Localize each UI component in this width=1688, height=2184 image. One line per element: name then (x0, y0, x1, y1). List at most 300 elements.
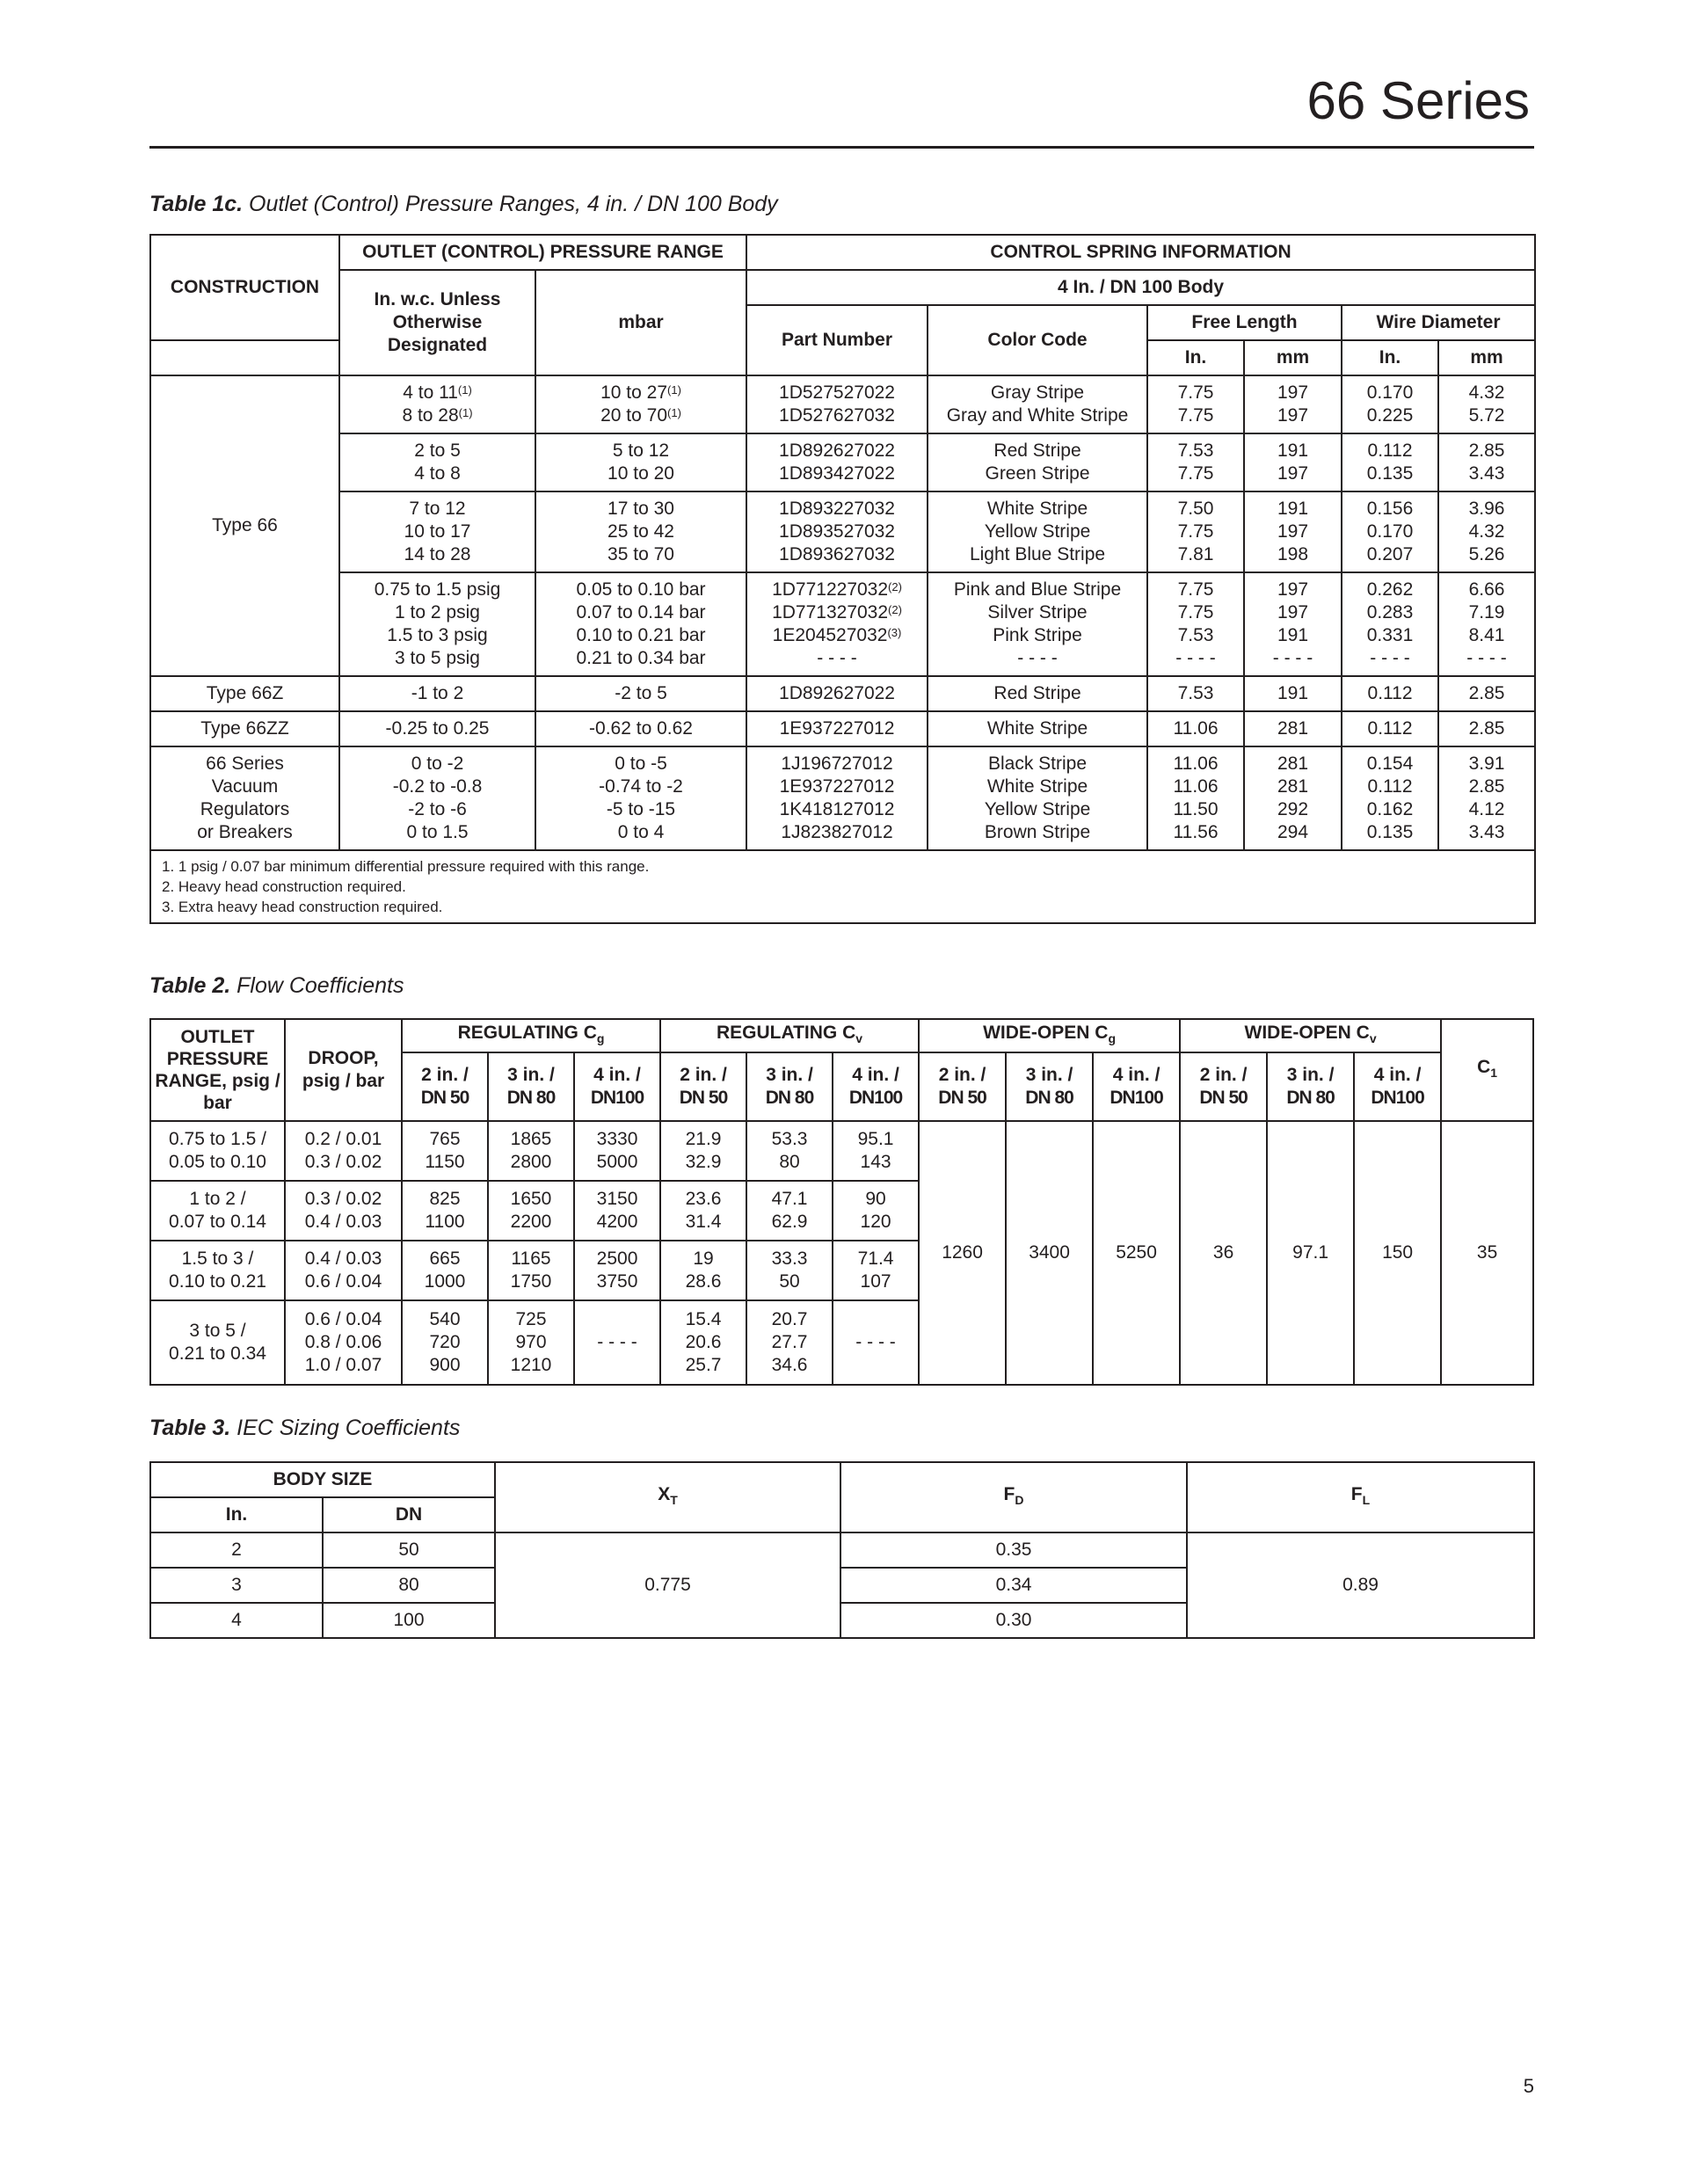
cell-value: 1E204527032 (772, 625, 888, 645)
cell-line: 0.4 / 0.03 (304, 1212, 382, 1232)
free-length-in-cell (1147, 375, 1244, 433)
dn-label: DN100 (590, 1088, 644, 1108)
cell-value: 0.135 (1366, 822, 1414, 842)
size-header (660, 1052, 746, 1121)
cell-line (932, 404, 1143, 427)
cell-line (932, 821, 1143, 844)
cell-line (344, 404, 531, 427)
cell-value: 0.156 (1366, 499, 1414, 519)
free-length-mm-cell (1244, 746, 1342, 850)
cell-line (1346, 579, 1434, 601)
table-row (150, 1532, 1534, 1568)
cell-value: 197 (1277, 405, 1309, 426)
size-header (833, 1052, 919, 1121)
cell-line (1346, 601, 1434, 624)
size-label: 2 in. / (680, 1065, 727, 1085)
cell-line (1248, 543, 1337, 566)
cell-line: 1.0 / 0.07 (304, 1355, 382, 1375)
cell-value: - - - - (1466, 648, 1507, 668)
color-code-cell (928, 746, 1147, 850)
cell-line (344, 682, 531, 705)
cell-value: -5 to -15 (606, 799, 676, 819)
droop-cell (285, 1241, 402, 1300)
cell-value: 11.06 (1173, 753, 1219, 774)
cell-line (1443, 647, 1531, 670)
cell-value: -1 to 2 (411, 683, 464, 703)
dn-label: DN 80 (765, 1088, 814, 1108)
cell-value: 0.05 to 0.10 bar (576, 579, 706, 600)
table1-notes (150, 850, 1535, 923)
regulating-cg-cell (402, 1121, 488, 1181)
cell-line (1152, 462, 1240, 485)
regulating-cv-cell (660, 1241, 746, 1300)
cell-value: 4.32 (1468, 382, 1505, 403)
cell-line (1443, 440, 1531, 462)
cell-value: Yellow Stripe (984, 799, 1091, 819)
regulating-cv-cell (833, 1241, 919, 1300)
cell-value: 4 to 11 (403, 382, 458, 403)
cell-line: 19 (693, 1249, 714, 1269)
cell-line: 31.4 (685, 1212, 722, 1232)
note: 1. 1 psig / 0.07 bar minimum differential pressure required with this range. (162, 858, 650, 875)
cell-line (1443, 579, 1531, 601)
cell-line: 50 (779, 1271, 800, 1292)
cell-value: 191 (1277, 625, 1309, 645)
cell-value: 0.10 to 0.21 bar (576, 625, 706, 645)
cell-line (751, 682, 923, 705)
page-header-title: 66 Series (1306, 71, 1530, 130)
free-length-mm-header: mm (1244, 340, 1342, 375)
size-header (919, 1052, 1006, 1121)
regulating-cg-cell (488, 1181, 574, 1241)
cell-value: 20 to 70 (600, 405, 668, 426)
cell-line: 90 (865, 1189, 886, 1209)
size-header (1354, 1052, 1441, 1121)
cell-line (540, 579, 742, 601)
cell-line (1248, 521, 1337, 543)
cell-line (932, 521, 1143, 543)
cell-value: 1K418127012 (779, 799, 895, 819)
cell-value: 11.06 (1173, 718, 1219, 739)
regulating-cg-cell (402, 1241, 488, 1300)
free-length-in-cell (1147, 676, 1244, 711)
cell-value: Red Stripe (993, 683, 1081, 703)
size-header (488, 1052, 574, 1121)
mbar-cell (535, 572, 746, 676)
cell-value: 292 (1277, 799, 1309, 819)
c1-header: $C_1$ (1441, 1019, 1533, 1121)
body-header: 4 In. / DN 100 Body (746, 270, 1535, 305)
cell-line (1248, 775, 1337, 798)
outlet-pressure-ranges-table (149, 234, 1536, 924)
construction-line: 66 Series (206, 753, 284, 774)
cell-line (751, 440, 923, 462)
part-number-cell (746, 491, 928, 572)
spring-info-header: CONTROL SPRING INFORMATION (746, 235, 1535, 270)
cell-line (1152, 798, 1240, 821)
wire-diameter-mm-cell (1438, 676, 1535, 711)
cell-value: 2 to 5 (414, 440, 461, 461)
regulating-cg-cell (488, 1121, 574, 1181)
cell-value: 35 to 70 (608, 544, 674, 564)
dn-label: DN 80 (1025, 1088, 1073, 1108)
cell-value: 0 to -2 (411, 753, 464, 774)
cell-value: -2 to 5 (615, 683, 667, 703)
cell-line (344, 624, 531, 647)
cell-line (751, 462, 923, 485)
cell-line: 765 (429, 1129, 461, 1149)
cell-value: 0.135 (1366, 463, 1414, 484)
cell-line (1346, 682, 1434, 705)
cell-line (1443, 498, 1531, 521)
cell-value: 7.53 (1177, 440, 1214, 461)
size-header (1267, 1052, 1354, 1121)
iec-sizing-coefficients-table (149, 1461, 1535, 1639)
cell-line (1443, 543, 1531, 566)
cell-line: 120 (860, 1212, 891, 1232)
cell-line (1443, 682, 1531, 705)
cell-line: 62.9 (771, 1212, 808, 1232)
cell-line (1248, 404, 1337, 427)
construction-line: Regulators (200, 799, 290, 819)
wire-diameter-mm-cell (1438, 375, 1535, 433)
dn-label: DN 50 (679, 1088, 728, 1108)
cell-line (344, 543, 531, 566)
cell-line (1248, 798, 1337, 821)
inwc-header: In. w.c. Unless Otherwise Designated (339, 270, 535, 375)
cell-value: 281 (1277, 718, 1309, 739)
cell-line: 5000 (596, 1152, 638, 1172)
table-row (150, 572, 1535, 676)
cell-line (932, 498, 1143, 521)
cell-line: 900 (429, 1355, 461, 1375)
free-length-in-cell (1147, 711, 1244, 746)
size-header (1180, 1052, 1267, 1121)
table-row (150, 1121, 1533, 1181)
cell-line: 0.6 / 0.04 (304, 1309, 382, 1329)
color-code-cell (928, 375, 1147, 433)
cell-line: 0.8 / 0.06 (304, 1332, 382, 1352)
cell-value: Yellow Stripe (984, 521, 1091, 542)
outlet-range-cell (150, 1241, 285, 1300)
wide-open-cg-cell: 1260 (919, 1121, 1006, 1385)
size-in-header: In. (150, 1497, 323, 1532)
cell-line (540, 521, 742, 543)
color-code-cell (928, 676, 1147, 711)
outlet-range-cell (150, 1181, 285, 1241)
cell-line (1152, 647, 1240, 670)
outlet-range-cell (339, 491, 535, 572)
page-number: 5 (1523, 2075, 1534, 2097)
wire-diameter-in-cell (1342, 433, 1438, 491)
cell-line (1443, 775, 1531, 798)
table-row (150, 746, 1535, 850)
cell-line (540, 382, 742, 404)
regulating-cv-cell (746, 1241, 833, 1300)
cell-line: 4200 (596, 1212, 638, 1232)
color-code-header: Color Code (928, 305, 1147, 375)
cell-line (344, 579, 531, 601)
cell-line (1248, 579, 1337, 601)
cell-value: 0.170 (1366, 521, 1414, 542)
cell-line (932, 579, 1143, 601)
droop-cell (285, 1300, 402, 1385)
cell-value: White Stripe (986, 718, 1088, 739)
cell-line: 3150 (596, 1189, 638, 1209)
cell-value: 7.75 (1177, 602, 1214, 622)
cell-line (932, 753, 1143, 775)
dn-label: DN 50 (420, 1088, 469, 1108)
cell-value: 3.91 (1468, 753, 1505, 774)
cell-line (1346, 462, 1434, 485)
cell-value: 1E937227012 (779, 718, 895, 739)
cell-line: 825 (429, 1189, 461, 1209)
construction-cell: Type 66ZZ (150, 711, 339, 746)
cell-value: 3.43 (1468, 822, 1505, 842)
cell-value: 1D771327032 (772, 602, 889, 622)
cell-line: 15.4 (685, 1309, 722, 1329)
cell-value: Green Stripe (985, 463, 1090, 484)
free-length-mm-cell (1244, 491, 1342, 572)
cell-line: 0.21 to 0.34 (169, 1343, 266, 1364)
mbar-cell (535, 491, 746, 572)
cell-line (932, 440, 1143, 462)
regulating-cv-header: REGULATING $C_v$ (660, 1019, 919, 1052)
size-in-cell: 4 (150, 1603, 323, 1638)
cell-line (540, 775, 742, 798)
cell-line (1152, 821, 1240, 844)
cell-value: 1D893227032 (779, 499, 895, 519)
wide-open-cv-cell: 97.1 (1267, 1121, 1354, 1385)
cell-value: 6.66 (1468, 579, 1505, 600)
cell-line (1443, 601, 1531, 624)
regulating-cv-cell (746, 1121, 833, 1181)
cell-line: 0.6 / 0.04 (304, 1271, 382, 1292)
cell-value: 10 to 17 (404, 521, 471, 542)
cell-value: White Stripe (986, 499, 1088, 519)
part-number-header: Part Number (746, 305, 928, 375)
cell-value: 197 (1277, 463, 1309, 484)
table-row (150, 711, 1535, 746)
cell-line (344, 798, 531, 821)
cell-line: 0.05 to 0.10 (169, 1152, 266, 1172)
size-label: 3 in. / (766, 1065, 813, 1085)
cell-line (932, 647, 1143, 670)
cell-value: 1.5 to 3 psig (387, 625, 488, 645)
cell-line (751, 775, 923, 798)
cell-line (540, 798, 742, 821)
cell-value: Gray and White Stripe (946, 405, 1129, 426)
cell-line: 71.4 (857, 1249, 894, 1269)
cell-line (540, 717, 742, 740)
cell-value: 1D892627022 (779, 440, 895, 461)
size-label: 2 in. / (421, 1065, 469, 1085)
cell-value: Brown Stripe (984, 822, 1091, 842)
cell-line (540, 601, 742, 624)
size-label: 3 in. / (507, 1065, 555, 1085)
wire-diameter-mm-cell (1438, 433, 1535, 491)
cell-value: 197 (1277, 579, 1309, 600)
table-row (150, 433, 1535, 491)
outlet-range-cell (150, 1121, 285, 1181)
droop-cell (285, 1121, 402, 1181)
color-code-cell (928, 711, 1147, 746)
cell-line (1248, 682, 1337, 705)
cell-line (1152, 775, 1240, 798)
cell-line: 1865 (510, 1129, 552, 1149)
cell-line (1152, 498, 1240, 521)
cell-line: 0.3 / 0.02 (304, 1152, 382, 1172)
dn-label: DN100 (1110, 1088, 1163, 1108)
cell-value: 11.06 (1173, 776, 1219, 797)
cell-line (751, 382, 923, 404)
wire-diameter-in-cell (1342, 746, 1438, 850)
cell-line: 107 (860, 1271, 891, 1292)
cell-value: 197 (1277, 602, 1309, 622)
flow-coefficients-table (149, 1018, 1534, 1386)
wide-open-cv-cell: 36 (1180, 1121, 1267, 1385)
cell-line (1346, 543, 1434, 566)
footnote-ref: (2) (888, 580, 902, 593)
cell-line (540, 498, 742, 521)
outlet-range-header: OUTLET PRESSURE RANGE, psig / bar (150, 1019, 285, 1121)
size-label: 4 in. / (593, 1065, 641, 1085)
cell-line (932, 775, 1143, 798)
free-length-mm-cell (1244, 433, 1342, 491)
cell-value: - - - - (1370, 648, 1410, 668)
cell-line (344, 775, 531, 798)
cell-line: 3 to 5 / (189, 1321, 246, 1341)
cell-line: 20.6 (685, 1332, 722, 1352)
color-code-cell (928, 572, 1147, 676)
wire-diameter-mm-cell (1438, 746, 1535, 850)
cell-value: 7.19 (1468, 602, 1505, 622)
cell-line (1152, 440, 1240, 462)
cell-line (1248, 717, 1337, 740)
size-in-cell: 3 (150, 1568, 323, 1603)
xt-cell: 0.775 (495, 1532, 840, 1638)
free-length-in-cell (1147, 433, 1244, 491)
mbar-cell (535, 746, 746, 850)
cell-value: 8.41 (1468, 625, 1505, 645)
free-length-in-header: In. (1147, 340, 1244, 375)
dn-label: DN 50 (938, 1088, 986, 1108)
cell-line (540, 647, 742, 670)
cell-value: 0 to 4 (617, 822, 665, 842)
cell-line (1248, 753, 1337, 775)
cell-line (751, 543, 923, 566)
free-length-mm-cell (1244, 572, 1342, 676)
cell-line: 0.10 to 0.21 (169, 1271, 266, 1292)
table3-caption: Table 3. IEC Sizing Coefficients (149, 1416, 461, 1440)
cell-value: 1 to 2 psig (395, 602, 480, 622)
dn-label: DN 80 (506, 1088, 556, 1108)
cell-line: 34.6 (771, 1355, 808, 1375)
size-label: 3 in. / (1286, 1065, 1335, 1085)
cell-value: Light Blue Stripe (969, 544, 1106, 564)
cell-line: 27.7 (771, 1332, 808, 1352)
wire-diameter-in-cell (1342, 491, 1438, 572)
cell-line (1346, 647, 1434, 670)
dn-label: DN100 (1371, 1088, 1424, 1108)
size-dn-header: DN (323, 1497, 495, 1532)
cell-value: 7.75 (1177, 579, 1214, 600)
cell-value: 10 to 27 (600, 382, 668, 403)
cell-value: 0.225 (1366, 405, 1414, 426)
cell-line: 20.7 (771, 1309, 808, 1329)
cell-value: 281 (1277, 753, 1309, 774)
cell-value: Silver Stripe (987, 602, 1088, 622)
cell-value: 1E937227012 (779, 776, 895, 797)
regulating-cv-cell (833, 1181, 919, 1241)
cell-line (751, 647, 923, 670)
cell-line: 53.3 (771, 1129, 808, 1149)
cell-line (1443, 717, 1531, 740)
footnote-ref: (1) (457, 383, 472, 397)
cell-value: 2.85 (1468, 440, 1505, 461)
cell-line (344, 382, 531, 404)
cell-value: Pink and Blue Stripe (953, 579, 1122, 600)
footnote-ref: (1) (458, 406, 473, 419)
cell-value: 8 to 28 (402, 405, 459, 426)
cell-line (1443, 521, 1531, 543)
footnote-ref: (2) (888, 603, 902, 616)
cell-line (932, 624, 1143, 647)
cell-line: 970 (515, 1332, 547, 1352)
cell-line (344, 717, 531, 740)
size-in-cell: 2 (150, 1532, 323, 1568)
cell-value: - - - - (1175, 648, 1216, 668)
size-header (1006, 1052, 1093, 1121)
cell-value: Gray Stripe (990, 382, 1085, 403)
cell-line (1248, 462, 1337, 485)
cell-line (751, 404, 923, 427)
cell-line (540, 440, 742, 462)
cell-line (751, 798, 923, 821)
cell-line (1346, 798, 1434, 821)
cell-value: 0 to 1.5 (406, 822, 469, 842)
cell-value: 0.207 (1366, 544, 1414, 564)
cell-value: 10 to 20 (608, 463, 674, 484)
cell-value: 0.75 to 1.5 psig (374, 579, 501, 600)
cell-line (1443, 798, 1531, 821)
cell-value: 7.53 (1177, 625, 1214, 645)
cell-value: 1D893427022 (779, 463, 895, 484)
size-dn-cell: 50 (323, 1532, 495, 1568)
mbar-header: mbar (535, 270, 746, 375)
cell-line (1443, 382, 1531, 404)
cell-value: 7.53 (1177, 683, 1214, 703)
fd-cell: 0.30 (840, 1603, 1187, 1638)
cell-value: 3.43 (1468, 463, 1505, 484)
cell-line (932, 717, 1143, 740)
cell-line: 1.5 to 3 / (181, 1249, 254, 1269)
cell-value: -2 to -6 (408, 799, 467, 819)
cell-line (344, 462, 531, 485)
wide-open-cv-header: WIDE-OPEN $C_v$ (1180, 1019, 1441, 1052)
cell-line (932, 543, 1143, 566)
cell-line: 47.1 (771, 1189, 808, 1209)
regulating-cv-cell (660, 1121, 746, 1181)
cell-line (1248, 382, 1337, 404)
cell-line: 720 (429, 1332, 461, 1352)
cell-line (1346, 404, 1434, 427)
cell-line (1346, 521, 1434, 543)
fd-header: $F_D$ (840, 1462, 1187, 1532)
wire-diameter-header: Wire Diameter (1342, 305, 1535, 340)
cell-value: 0.112 (1367, 683, 1413, 703)
free-length-in-cell (1147, 746, 1244, 850)
